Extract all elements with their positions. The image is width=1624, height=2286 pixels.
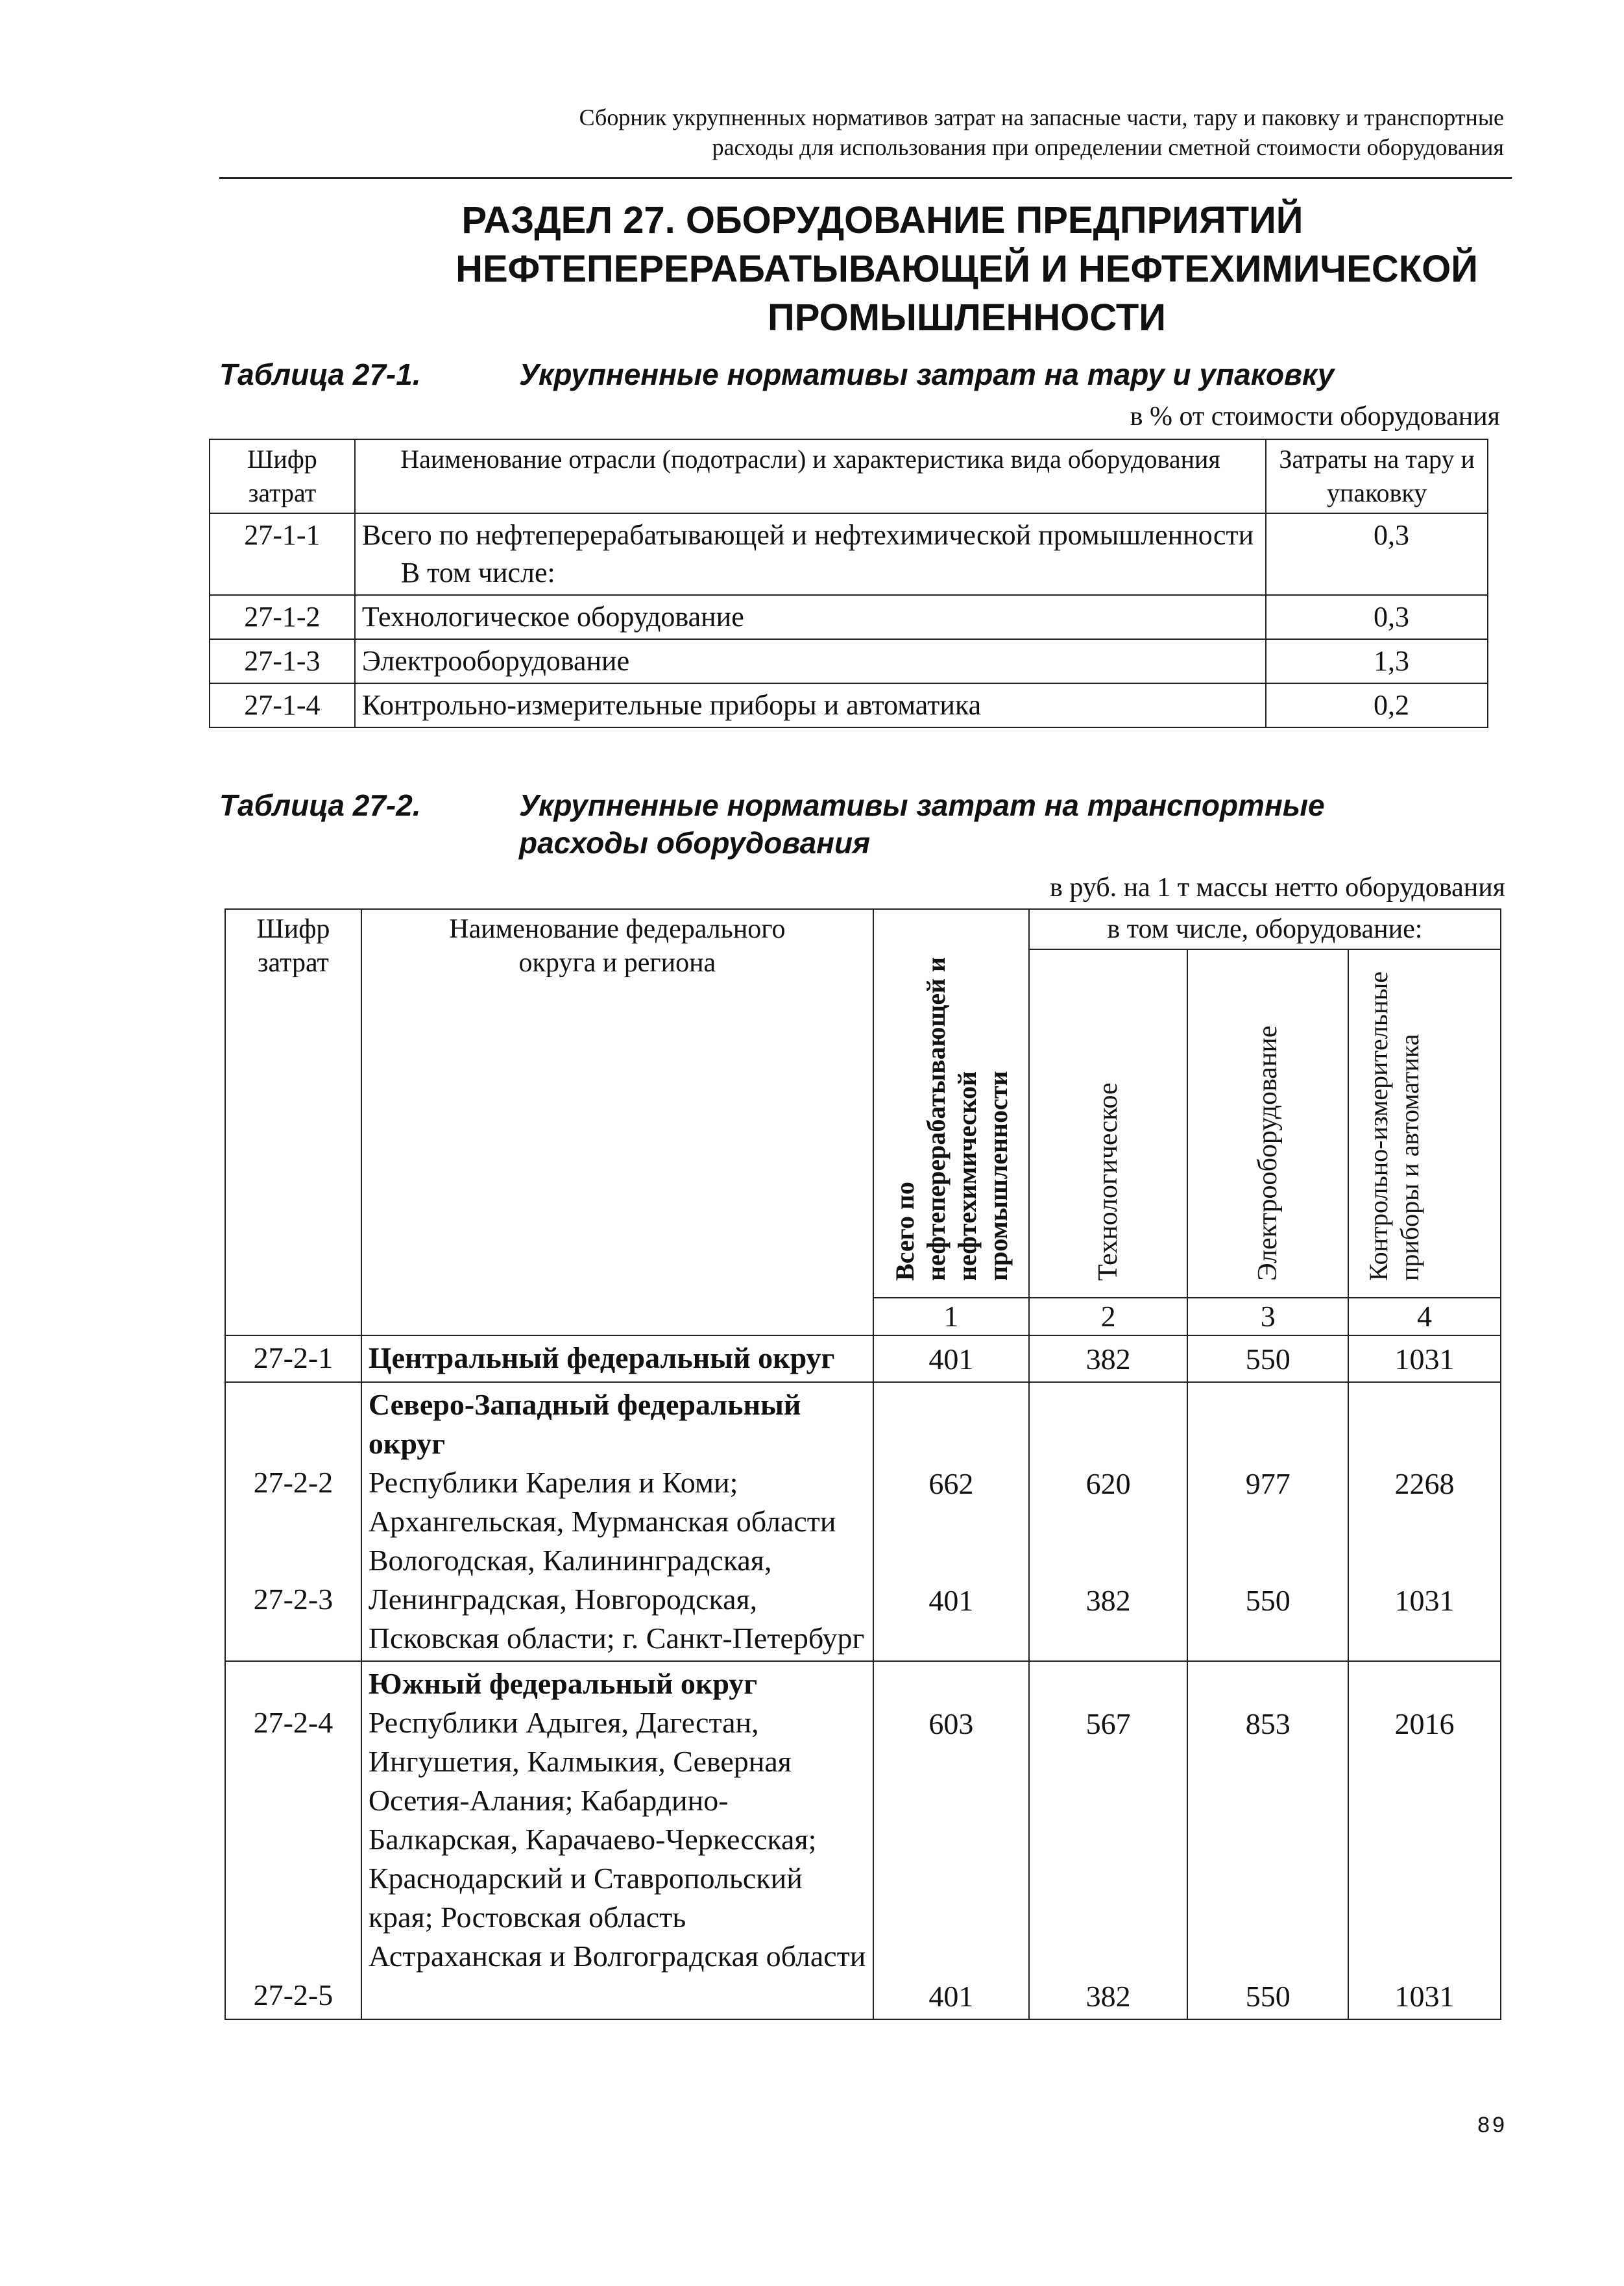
- table2-header-tech: [1029, 949, 1188, 1298]
- table2-header-group: в том числе, оборудование:: [1029, 909, 1501, 949]
- value: 2016: [1394, 1707, 1455, 1740]
- table1-label: Таблица 27-1.: [219, 358, 421, 391]
- table-row: [210, 595, 1488, 639]
- district-block: [361, 1382, 873, 1661]
- table1: [209, 439, 1488, 728]
- table2-title-line-1: Укрупненные нормативы затрат на транспортные: [519, 788, 1325, 822]
- table2-header-elec: [1187, 949, 1348, 1298]
- value: 401: [928, 1584, 974, 1617]
- row-value: 0,3: [1266, 595, 1488, 639]
- value-tech: [1029, 1382, 1188, 1661]
- col-number: 1: [873, 1298, 1029, 1335]
- value-total: [873, 1661, 1029, 2019]
- table2: [224, 908, 1501, 2020]
- row-value: 1,3: [1266, 639, 1488, 683]
- row-code: 27-2-3: [253, 1583, 333, 1616]
- value-elec: [1187, 1382, 1348, 1661]
- row-value: 0,2: [1266, 683, 1488, 727]
- value: 401: [928, 1980, 974, 2013]
- value: 550: [1245, 1980, 1291, 2013]
- row-code: 27-2-1: [225, 1335, 361, 1382]
- table1-unit: в % от стоимости оборудования: [1130, 402, 1500, 432]
- col-number: 3: [1187, 1298, 1348, 1335]
- value: 550: [1245, 1584, 1291, 1617]
- value: 1031: [1394, 1980, 1455, 2013]
- value-kip: [1348, 1382, 1501, 1661]
- col-number: 2: [1029, 1298, 1188, 1335]
- table2-header-total-text: Всего по нефтеперерабатывающей и нефтехимической промышленности: [890, 956, 1013, 1281]
- row-name-text: Всего по нефтеперерабатывающей и нефтехимической промышленности: [361, 519, 1254, 551]
- row-code: 27-2-5: [253, 1978, 333, 2012]
- table2-header-row: [225, 909, 1501, 949]
- table2-header-kip: [1348, 949, 1501, 1298]
- table2-header-elec-text: Электрооборудование: [1253, 1025, 1283, 1281]
- value-elec: 550: [1187, 1335, 1348, 1382]
- table1-header-value: Затраты на тару и упаковку: [1266, 439, 1488, 513]
- table2-header-code: Шифр затрат: [225, 909, 361, 1335]
- table2-header-name: Наименование федерального округа и региона: [361, 909, 873, 1335]
- district-title: Северо-Западный федеральный округ: [368, 1388, 801, 1460]
- section-title-line-3: ПРОМЫШЛЕННОСТИ: [768, 297, 1166, 339]
- table-row: [210, 513, 1488, 595]
- table-row: [210, 683, 1488, 727]
- region-name: Вологодская, Калининградская, Ленинградская, Новгородская, Псковская области; г. Санкт-Петербург: [368, 1544, 865, 1655]
- col-number: 4: [1348, 1298, 1501, 1335]
- value: 603: [928, 1707, 974, 1740]
- region-name: Республики Карелия и Коми; Архангельская, Мурманская области: [368, 1466, 836, 1538]
- value: 382: [1085, 1584, 1131, 1617]
- value: 567: [1085, 1707, 1131, 1740]
- table1-header-name: Наименование отрасли (подотрасли) и характеристика вида оборудования: [355, 439, 1266, 513]
- row-code: 27-2-4: [253, 1706, 333, 1739]
- value: 662: [928, 1467, 974, 1500]
- row-code: 27-2-2: [253, 1466, 333, 1499]
- section-title: [448, 196, 1486, 342]
- row-code: 27-1-4: [210, 683, 355, 727]
- table2-title-line-2: расходы оборудования: [519, 826, 871, 860]
- table2-header-tech-text: Технологическое: [1093, 1082, 1124, 1281]
- value: 620: [1085, 1467, 1131, 1500]
- district-block: [361, 1661, 873, 2019]
- table-row: [225, 1382, 1501, 1661]
- table1-header-code: Шифр затрат: [210, 439, 355, 513]
- value: 1031: [1394, 1584, 1455, 1617]
- row-code: 27-1-3: [210, 639, 355, 683]
- running-header: [401, 103, 1504, 162]
- header-line-2: расходы для использования при определении сметной стоимости оборудования: [712, 134, 1504, 160]
- row-code: 27-1-2: [210, 595, 355, 639]
- region-name: Республики Адыгея, Дагестан, Ингушетия, Калмыкия, Северная Осетия-Алания; Кабардино-Балкарская, Карачаево-Черкесская; Краснодарский и Ставропольский края; Ростовская область: [368, 1706, 817, 1934]
- table-row: [210, 639, 1488, 683]
- section-title-line-1: РАЗДЕЛ 27. ОБОРУДОВАНИЕ ПРЕДПРИЯТИЙ: [461, 199, 1303, 241]
- table1-title: Укрупненные нормативы затрат на тару и упаковку: [519, 358, 1335, 391]
- table2-header-kip-text: Контрольно-измерительные приборы и автоматика: [1363, 971, 1424, 1281]
- table2-label: Таблица 27-2.: [219, 788, 421, 822]
- table2-header-total: [873, 909, 1029, 1298]
- region-name: Астраханская и Волгоградская области: [368, 1939, 866, 1973]
- row-code: 27-1-1: [210, 513, 355, 595]
- row-name: [355, 513, 1266, 595]
- value-tech: 382: [1029, 1335, 1188, 1382]
- header-line-1: Сборник укрупненных нормативов затрат на запасные части, тару и паковку и транспортные: [579, 104, 1504, 130]
- value-kip: [1348, 1661, 1501, 2019]
- row-code-block: [225, 1661, 361, 2019]
- value: 2268: [1394, 1467, 1455, 1500]
- value: 977: [1245, 1467, 1291, 1500]
- table2-unit: в руб. на 1 т массы нетто оборудования: [1049, 873, 1505, 903]
- table-row: [225, 1661, 1501, 2019]
- row-code-blank: [225, 1382, 361, 1661]
- row-value: 0,3: [1266, 513, 1488, 595]
- value-total: [873, 1382, 1029, 1661]
- district-title: Центральный федеральный округ: [361, 1335, 873, 1382]
- value-tech: [1029, 1661, 1188, 2019]
- district-title: Южный федеральный округ: [368, 1667, 758, 1700]
- row-subheading: В том числе:: [400, 557, 555, 589]
- value-elec: [1187, 1661, 1348, 2019]
- header-rule: [219, 177, 1512, 179]
- table1-header-row: [210, 439, 1488, 513]
- page-number: 89: [1477, 2113, 1507, 2137]
- table2-title: [519, 786, 1325, 862]
- value: 382: [1085, 1980, 1131, 2013]
- row-name: Контрольно-измерительные приборы и автоматика: [355, 683, 1266, 727]
- value-kip: 1031: [1348, 1335, 1501, 1382]
- value-total: 401: [873, 1335, 1029, 1382]
- value: 853: [1245, 1707, 1291, 1740]
- row-name: Технологическое оборудование: [355, 595, 1266, 639]
- row-name: Электрооборудование: [355, 639, 1266, 683]
- table-row: [225, 1335, 1501, 1382]
- section-title-line-2: НЕФТЕПЕРЕРАБАТЫВАЮЩЕЙ И НЕФТЕХИМИЧЕСКОЙ: [455, 248, 1478, 290]
